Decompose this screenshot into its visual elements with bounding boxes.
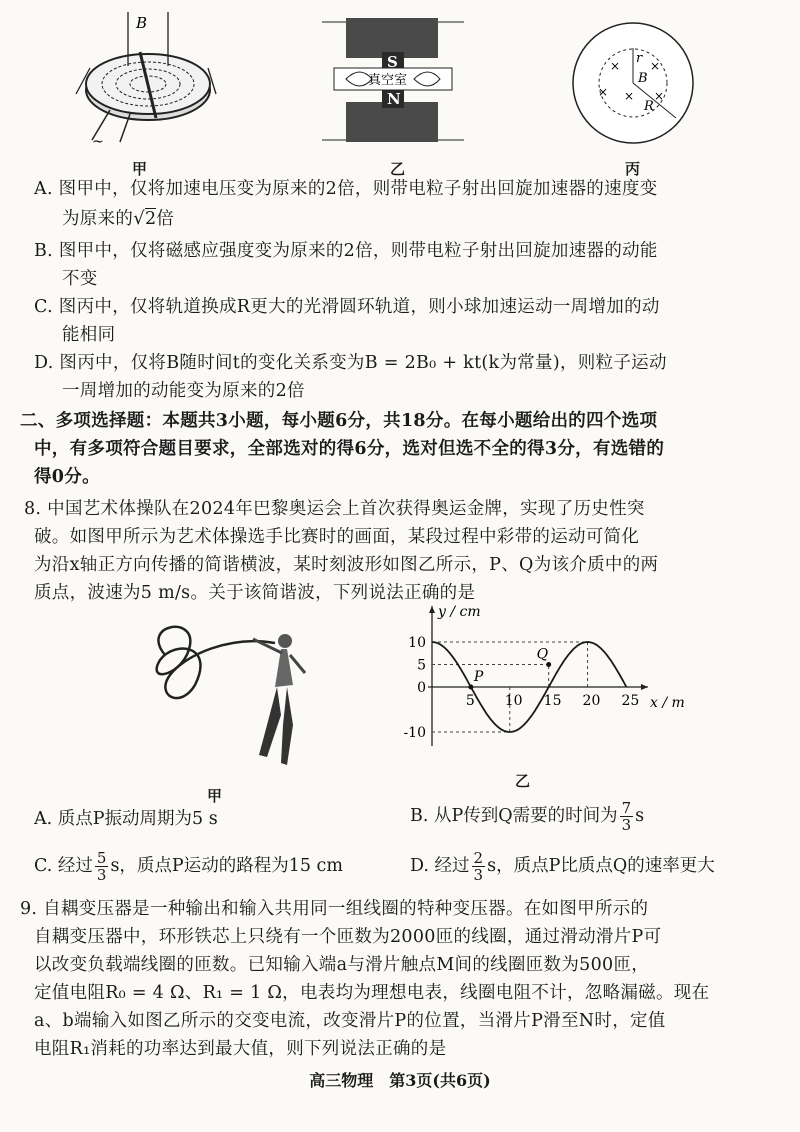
q8-option-c: C. 经过 $\frac{5}{3}$ s，质点P运动的路程为15 cm: [34, 849, 343, 884]
q7-option-a-line1: A. 图甲中，仅将加速电压变为原来的2倍，则带电粒子射出回旋加速器的速度变: [34, 179, 658, 199]
q8-line3: 为沿x轴正方向传播的简谐横波，某时刻波形如图乙所示，P、Q为该介质中的两: [34, 555, 659, 575]
x-axis-label: x / m: [650, 695, 685, 711]
ac-source-label: ~: [92, 134, 104, 150]
svg-text:×: ×: [624, 89, 635, 103]
q7-option-c-line2: 能相同: [62, 325, 116, 345]
gymnast-ribbon-figure: [135, 615, 310, 775]
cyclotron-label-b: B: [136, 14, 148, 32]
figure-caption-bing: 丙: [625, 160, 641, 178]
y-axis-label: y / cm: [438, 604, 481, 620]
y-tick-label: 10: [408, 635, 426, 651]
y-tick-label: -10: [403, 725, 426, 741]
q8-option-b: B. 从P传到Q需要的时间为 $\frac{7}{3}$ s: [410, 799, 645, 834]
magnet-s-label: S: [387, 53, 398, 71]
vacuum-chamber-label: 真空室: [368, 73, 408, 88]
radius-R-label: R: [644, 99, 654, 114]
q9-line6: 电阻R₁消耗的功率达到最大值，则下列说法正确的是: [34, 1039, 447, 1059]
wave-point-label-q: Q: [536, 646, 549, 663]
q7-option-b-line1: B. 图甲中，仅将磁感应强度变为原来的2倍，则带电粒子射出回旋加速器的动能: [34, 241, 658, 261]
q8-option-d: D. 经过 $\frac{2}{3}$ s，质点P比质点Q的速率更大: [410, 849, 715, 884]
circular-field-figure: [568, 18, 698, 148]
x-tick-label: 5: [465, 693, 475, 709]
radius-r-label: r: [636, 51, 643, 66]
q9-line4: 定值电阻R₀ = 4 Ω、R₁ = 1 Ω，电表均为理想电表，线圈电阻不计，忽略漏磁。现在: [34, 983, 710, 1003]
section2-line1: 二、多项选择题：本题共3小题，每小题6分，共18分。在每小题给出的四个选项: [20, 411, 658, 431]
q7-option-d-line1: D. 图丙中，仅将B随时间t的变化关系变为B = 2B₀ + kt(k为常量)，则粒子运动: [34, 353, 667, 373]
x-tick-label: 20: [582, 693, 601, 709]
svg-text:×: ×: [598, 85, 609, 99]
wave-point-p: [468, 685, 473, 690]
section2-line3: 得0分。: [34, 467, 100, 487]
q8-option-a: A. 质点P振动周期为5 s: [34, 809, 218, 829]
q7-option-d-line2: 一周增加的动能变为原来的2倍: [62, 381, 305, 401]
svg-text:×: ×: [654, 89, 665, 103]
wave-chart: [400, 602, 685, 762]
y-axis-arrow: [429, 606, 435, 613]
field-b-label: B: [638, 71, 648, 86]
q9-line2: 自耦变压器中，环形铁芯上只绕有一个匝数为2000匝的线圈，通过滑动滑片P可: [34, 927, 662, 947]
x-tick-label: 15: [543, 693, 562, 709]
figure-caption-yi: 乙: [390, 160, 406, 178]
wave-point-label-p: P: [473, 669, 484, 685]
q8-figure-caption-jia: 甲: [207, 787, 223, 805]
q8-figure-caption-yi: 乙: [515, 772, 531, 790]
y-tick-label: 5: [417, 657, 426, 674]
q7-option-a-line2: 为原来的√2倍: [62, 208, 175, 229]
betatron-figure: [318, 12, 468, 147]
q7-option-b-line2: 不变: [62, 269, 98, 289]
magnet-n-label: N: [387, 90, 401, 108]
wave-point-q: [546, 662, 551, 667]
q8-line1: 8. 中国艺术体操队在2024年巴黎奥运会上首次获得奥运金牌，实现了历史性突: [24, 499, 645, 519]
svg-text:×: ×: [610, 59, 621, 73]
q9-line1: 9. 自耦变压器是一种输出和输入共用同一组线圈的特种变压器。在如图甲所示的: [20, 899, 649, 919]
x-tick-label: 25: [621, 693, 640, 709]
y-tick-label: 0: [417, 680, 426, 696]
y-tick-labels: [403, 635, 426, 741]
page-footer: 高三物理 第3页(共6页): [309, 1071, 491, 1090]
q7-option-c-line1: C. 图丙中，仅将轨道换成R更大的光滑圆环轨道，则小球加速运动一周增加的动: [34, 297, 660, 317]
q8-line4: 质点，波速为5 m/s。关于该简谐波，下列说法正确的是: [34, 583, 476, 603]
svg-text:×: ×: [650, 59, 661, 73]
x-tick-labels: [466, 693, 639, 709]
q8-line2: 破。如图甲所示为艺术体操选手比赛时的画面，某段过程中彩带的运动可简化: [34, 527, 640, 547]
q9-line5: a、b端输入如图乙所示的交变电流，改变滑片P的位置，当滑片P滑至N时，定值: [34, 1011, 666, 1031]
figure-caption-jia: 甲: [132, 160, 148, 178]
x-tick-label: 10: [504, 693, 523, 709]
wave-points: [468, 647, 551, 690]
cyclotron-figure: [70, 10, 220, 150]
q9-line3: 以改变负载端线圈的匝数。已知输入端a与滑片触点M间的线圈匝数为500匝，: [34, 955, 650, 975]
x-axis-arrow: [641, 684, 648, 690]
section2-line2: 中，有多项符合题目要求，全部选对的得6分，选对但选不全的得3分，有选错的: [34, 439, 665, 459]
